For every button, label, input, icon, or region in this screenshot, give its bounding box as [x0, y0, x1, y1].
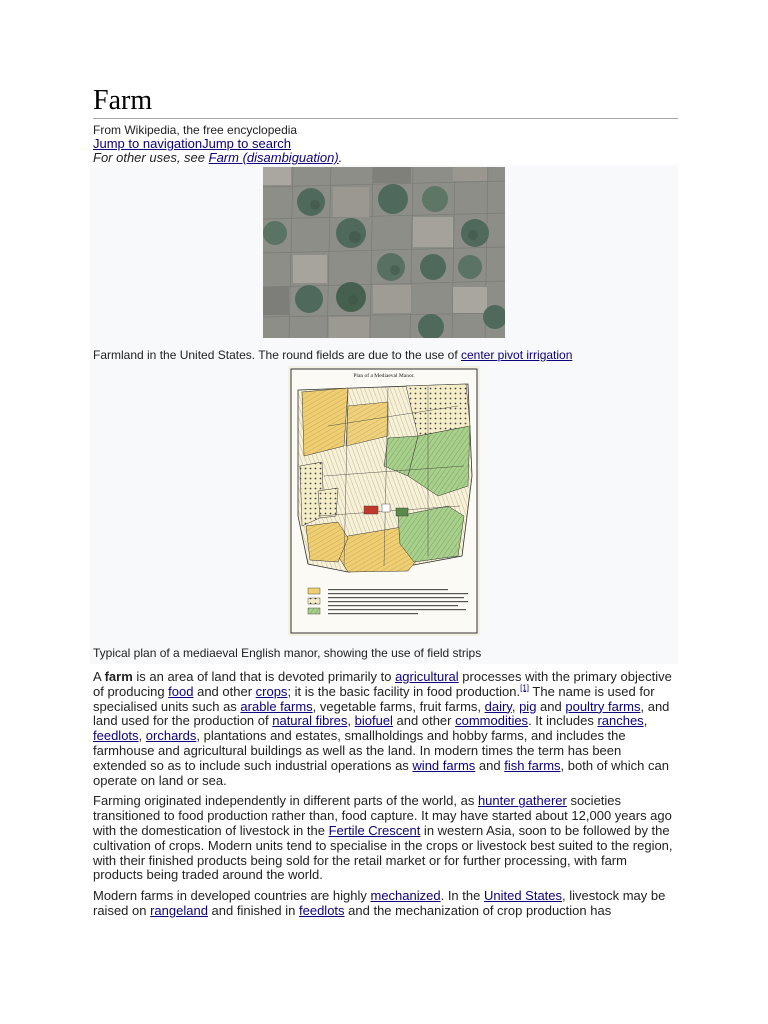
dairy-link[interactable]: dairy	[484, 698, 512, 714]
jump-to-navigation-link[interactable]: Jump to navigation	[93, 136, 203, 151]
commodities-link[interactable]: commodities	[455, 713, 529, 729]
natural-fibres-link[interactable]: natural fibres	[272, 713, 348, 729]
page-title: Farm	[93, 86, 678, 119]
farmland-aerial-image[interactable]	[263, 167, 505, 338]
hatnote	[93, 151, 678, 165]
feedlots-link-2[interactable]: feedlots	[299, 902, 345, 918]
mediaeval-manor-map-image[interactable]	[288, 366, 480, 636]
manor-caption: Typical plan of a mediaeval English manor, showing the use of field strips	[93, 646, 482, 660]
manor-map-graphic	[288, 366, 480, 636]
mechanized-link[interactable]: mechanized	[370, 888, 441, 904]
article	[93, 86, 678, 919]
agricultural-link[interactable]: agricultural	[395, 669, 459, 684]
ranches-link[interactable]: ranches	[597, 713, 644, 729]
caption-text: Farmland in the United States. The round fields are due to the use of	[93, 348, 461, 362]
wind-farms-link[interactable]: wind farms	[412, 757, 476, 773]
hatnote-suffix: .	[338, 150, 343, 165]
site-tagline: From Wikipedia, the free encyclopedia	[93, 123, 298, 137]
fertile-crescent-link[interactable]: Fertile Crescent	[328, 822, 421, 838]
fish-farms-link[interactable]: fish farms	[504, 757, 561, 773]
paragraph-intro: A farm is an area of land that is devoted primarily to agricultural processes with the primary objective of producing food and other crops; it is the basic facility in food production.[1] The name is used for specialised units such as arable farms, vegetable farms, fruit farms, dairy, pig and poultry farms, and land used for the production of natural fibres, biofuel and other commodities. It includes ranches, feedlots, orchards, plantations and estates, smallholdings and hobby farms, and includes the farmhouse and agricultural buildings as well as the land. In modern times the term has been extended so as to include such industrial operations as wind farms and fish farms, both of which can operate on land or sea.	[93, 669, 672, 788]
disambiguation-link[interactable]: Farm (disambiguation)	[208, 150, 339, 165]
jump-to-search-link[interactable]: Jump to search	[202, 136, 291, 151]
reference-1-link[interactable]: [1]	[520, 683, 530, 693]
biofuel-link[interactable]: biofuel	[354, 713, 393, 729]
figure-manor	[90, 366, 678, 664]
poultry-farms-link[interactable]: poultry farms	[565, 698, 641, 714]
food-link[interactable]: food	[168, 683, 194, 699]
farmland-aerial-graphic	[263, 167, 505, 338]
paragraph-modern: Modern farms in developed countries are highly mechanized. In the United States, livestock may be raised on rangeland and finished in feedlots and the mechanization of crop production has	[93, 888, 666, 918]
arable-farms-link[interactable]: arable farms	[240, 698, 313, 714]
pig-link[interactable]: pig	[519, 698, 537, 714]
paragraph-origins: Farming originated independently in different parts of the world, as hunter gatherer societies transitioned to food production rather than, food capture. It may have started about 12,000 years ago with the domestication of livestock in the Fertile Crescent in western Asia, soon to be followed by the cultivation of crops. Modern units tend to specialise in the crops or livestock best suited to the region, with their finished products being sold for the retail market or for further processing, with farm products being traded around the world.	[93, 793, 673, 883]
center-pivot-irrigation-link[interactable]: center pivot irrigation	[461, 348, 573, 362]
hatnote-text: For other uses, see	[93, 150, 209, 165]
figures-box	[90, 165, 678, 664]
rangeland-link[interactable]: rangeland	[150, 902, 208, 918]
map-title: Plan of a Mediaeval Manor.	[353, 373, 415, 379]
farm-bold-term: farm	[104, 669, 133, 684]
figure-farmland	[90, 167, 678, 366]
jump-links	[93, 137, 678, 151]
farmland-caption	[90, 343, 678, 366]
united-states-link[interactable]: United States	[483, 888, 563, 904]
hunter-gatherer-link[interactable]: hunter gatherer	[477, 793, 567, 809]
feedlots-link[interactable]: feedlots	[93, 728, 139, 744]
orchards-link[interactable]: orchards	[145, 728, 197, 744]
crops-link[interactable]: crops	[255, 683, 288, 699]
